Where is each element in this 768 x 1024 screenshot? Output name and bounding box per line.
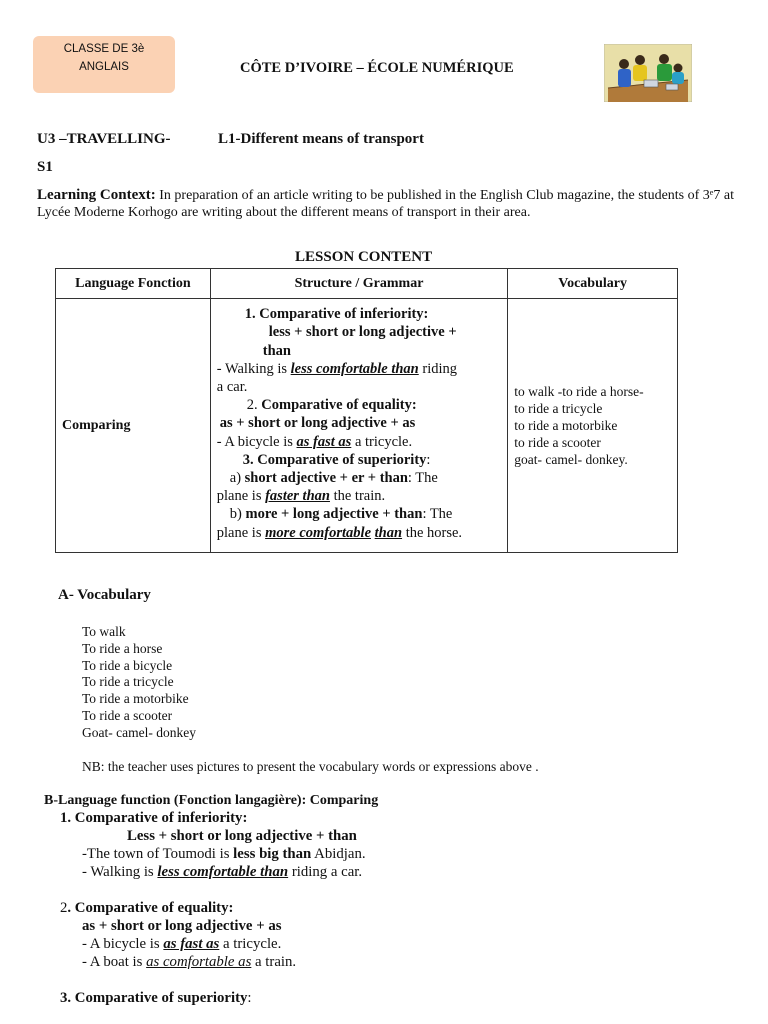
header-language-function: Language Fonction: [56, 269, 211, 299]
ex2-post: a tricycle.: [351, 433, 413, 450]
b-inf-ex2-emphasis: less comfortable than: [157, 864, 289, 880]
equality-rule: as + short or long adjective + as: [219, 415, 416, 432]
b-inf-ex2-post: riding a car.: [288, 864, 363, 880]
equality-num: 2.: [246, 397, 258, 414]
inferiority-rule: less + short or long adjective +: [268, 324, 457, 341]
list-item: To ride a tricycle: [82, 674, 174, 690]
inferiority-rule-end: than: [262, 342, 291, 359]
function-cell: Comparing: [56, 299, 211, 553]
list-item: To ride a horse: [82, 640, 163, 656]
vocab-item: to ride a scooter: [514, 435, 601, 450]
lesson-content-table: [55, 268, 678, 553]
section-a-title: A- Vocabulary: [58, 587, 151, 603]
ex4-pre: plane is: [216, 524, 266, 541]
ex4-emphasis-1: more comfortable: [265, 524, 372, 541]
context-label: Learning Context:: [37, 187, 156, 203]
class-badge: [33, 36, 175, 93]
superiority-colon: :: [426, 451, 431, 468]
a-post: : The: [407, 470, 438, 486]
list-item: Goat- camel- donkey: [82, 724, 196, 740]
vocab-item: to ride a tricycle: [514, 401, 603, 416]
ex3-post: the train.: [329, 488, 386, 505]
header-structure-grammar: Structure / Grammar: [210, 269, 508, 299]
b-equality-rule: as + short or long adjective + as: [82, 918, 282, 934]
a-rule: short adjective + er + than: [244, 470, 408, 486]
table-header-row: [56, 269, 678, 299]
ex3-pre: plane is: [216, 488, 266, 505]
ex4-emphasis-2: than: [374, 524, 403, 541]
ex2-emphasis: as fast as: [296, 433, 352, 450]
class-label: CLASSE DE 3è: [63, 43, 145, 55]
b-eq-ex1-emphasis: as fast as: [163, 936, 220, 952]
b-inferiority-title: 1. Comparative of inferiority:: [60, 810, 248, 826]
ex3-emphasis: faster than: [265, 488, 330, 505]
b-inferiority-rule: Less + short or long adjective + than: [127, 828, 357, 844]
list-item: To ride a bicycle: [82, 657, 173, 673]
b-inf-ex2-pre: - Walking is: [82, 864, 158, 880]
b-eq-ex1-post: a tricycle.: [219, 936, 282, 952]
vocabulary-cell: [508, 299, 678, 553]
b-inf-ex1-bold: less big than: [233, 846, 312, 862]
list-item: To walk: [82, 624, 126, 639]
superiority-title: 3. Comparative of superiority: [242, 451, 427, 468]
classroom-illustration: [604, 44, 692, 102]
b-eq-ex2-pre: - A boat is: [82, 954, 147, 970]
table-row: [56, 299, 678, 553]
grammar-cell: [210, 299, 508, 553]
school-title: CÔTE D’IVOIRE – ÉCOLE NUMÉRIQUE: [240, 60, 514, 76]
teacher-note: NB: the teacher uses pictures to present the vocabulary words or expressions above .: [82, 759, 539, 774]
context-text: In preparation of an article writing to be published in the English Club magazine, the students of 3ᵉ7 at Lycée Moderne Korhogo are writing about the different means of transport in their area.: [37, 188, 734, 220]
vocabulary-list: [82, 624, 196, 742]
ex1-post: riding: [418, 360, 458, 377]
a-pre: a): [229, 470, 245, 486]
b-superiority-title: 3. Comparative of superiority: [60, 990, 248, 1006]
list-item: To ride a scooter: [82, 707, 173, 723]
b-inf-ex1-pre: -The town of Toumodi is: [82, 846, 234, 862]
header-vocabulary: Vocabulary: [508, 269, 678, 299]
ex2-pre: - A bicycle is: [216, 433, 297, 450]
inferiority-title: 1. Comparative of inferiority:: [244, 306, 429, 323]
ex4-post: the horse.: [402, 524, 463, 541]
lesson-content-title: LESSON CONTENT: [295, 249, 433, 265]
section-b-content: [60, 809, 366, 1007]
ex1-emphasis: less comfortable than: [290, 360, 419, 377]
b-equality-num: 2: [60, 900, 68, 916]
b-pre: b): [229, 506, 246, 523]
b-eq-ex2-post: a train.: [251, 954, 297, 970]
b-equality-title: . Comparative of equality:: [67, 900, 234, 916]
lesson-label: L1-Different means of transport: [218, 131, 424, 147]
session-label: S1: [37, 159, 53, 175]
vocab-item: goat- camel- donkey.: [514, 452, 628, 467]
b-inf-ex1-post: Abidjan.: [311, 846, 366, 862]
vocab-item: to walk -to ride a horse-: [514, 384, 644, 399]
b-superiority-colon: :: [247, 990, 252, 1006]
b-eq-ex1-pre: - A bicycle is: [82, 936, 164, 952]
ex1-pre: - Walking is: [216, 360, 291, 377]
vocab-item: to ride a motorbike: [514, 418, 618, 433]
b-post: : The: [422, 506, 453, 523]
b-eq-ex2-emphasis: as comfortable as: [146, 954, 252, 970]
unit-label: U3 –TRAVELLING-: [37, 131, 171, 147]
section-b-title: B-Language function (Fonction langagière): Comparing: [44, 793, 379, 808]
learning-context: [37, 187, 737, 221]
ex1-post2: a car.: [216, 378, 248, 395]
equality-title: Comparative of equality:: [257, 397, 417, 414]
b-rule: more + long adjective + than: [245, 506, 423, 523]
subject-label: ANGLAIS: [79, 61, 129, 73]
list-item: To ride a motorbike: [82, 691, 189, 707]
